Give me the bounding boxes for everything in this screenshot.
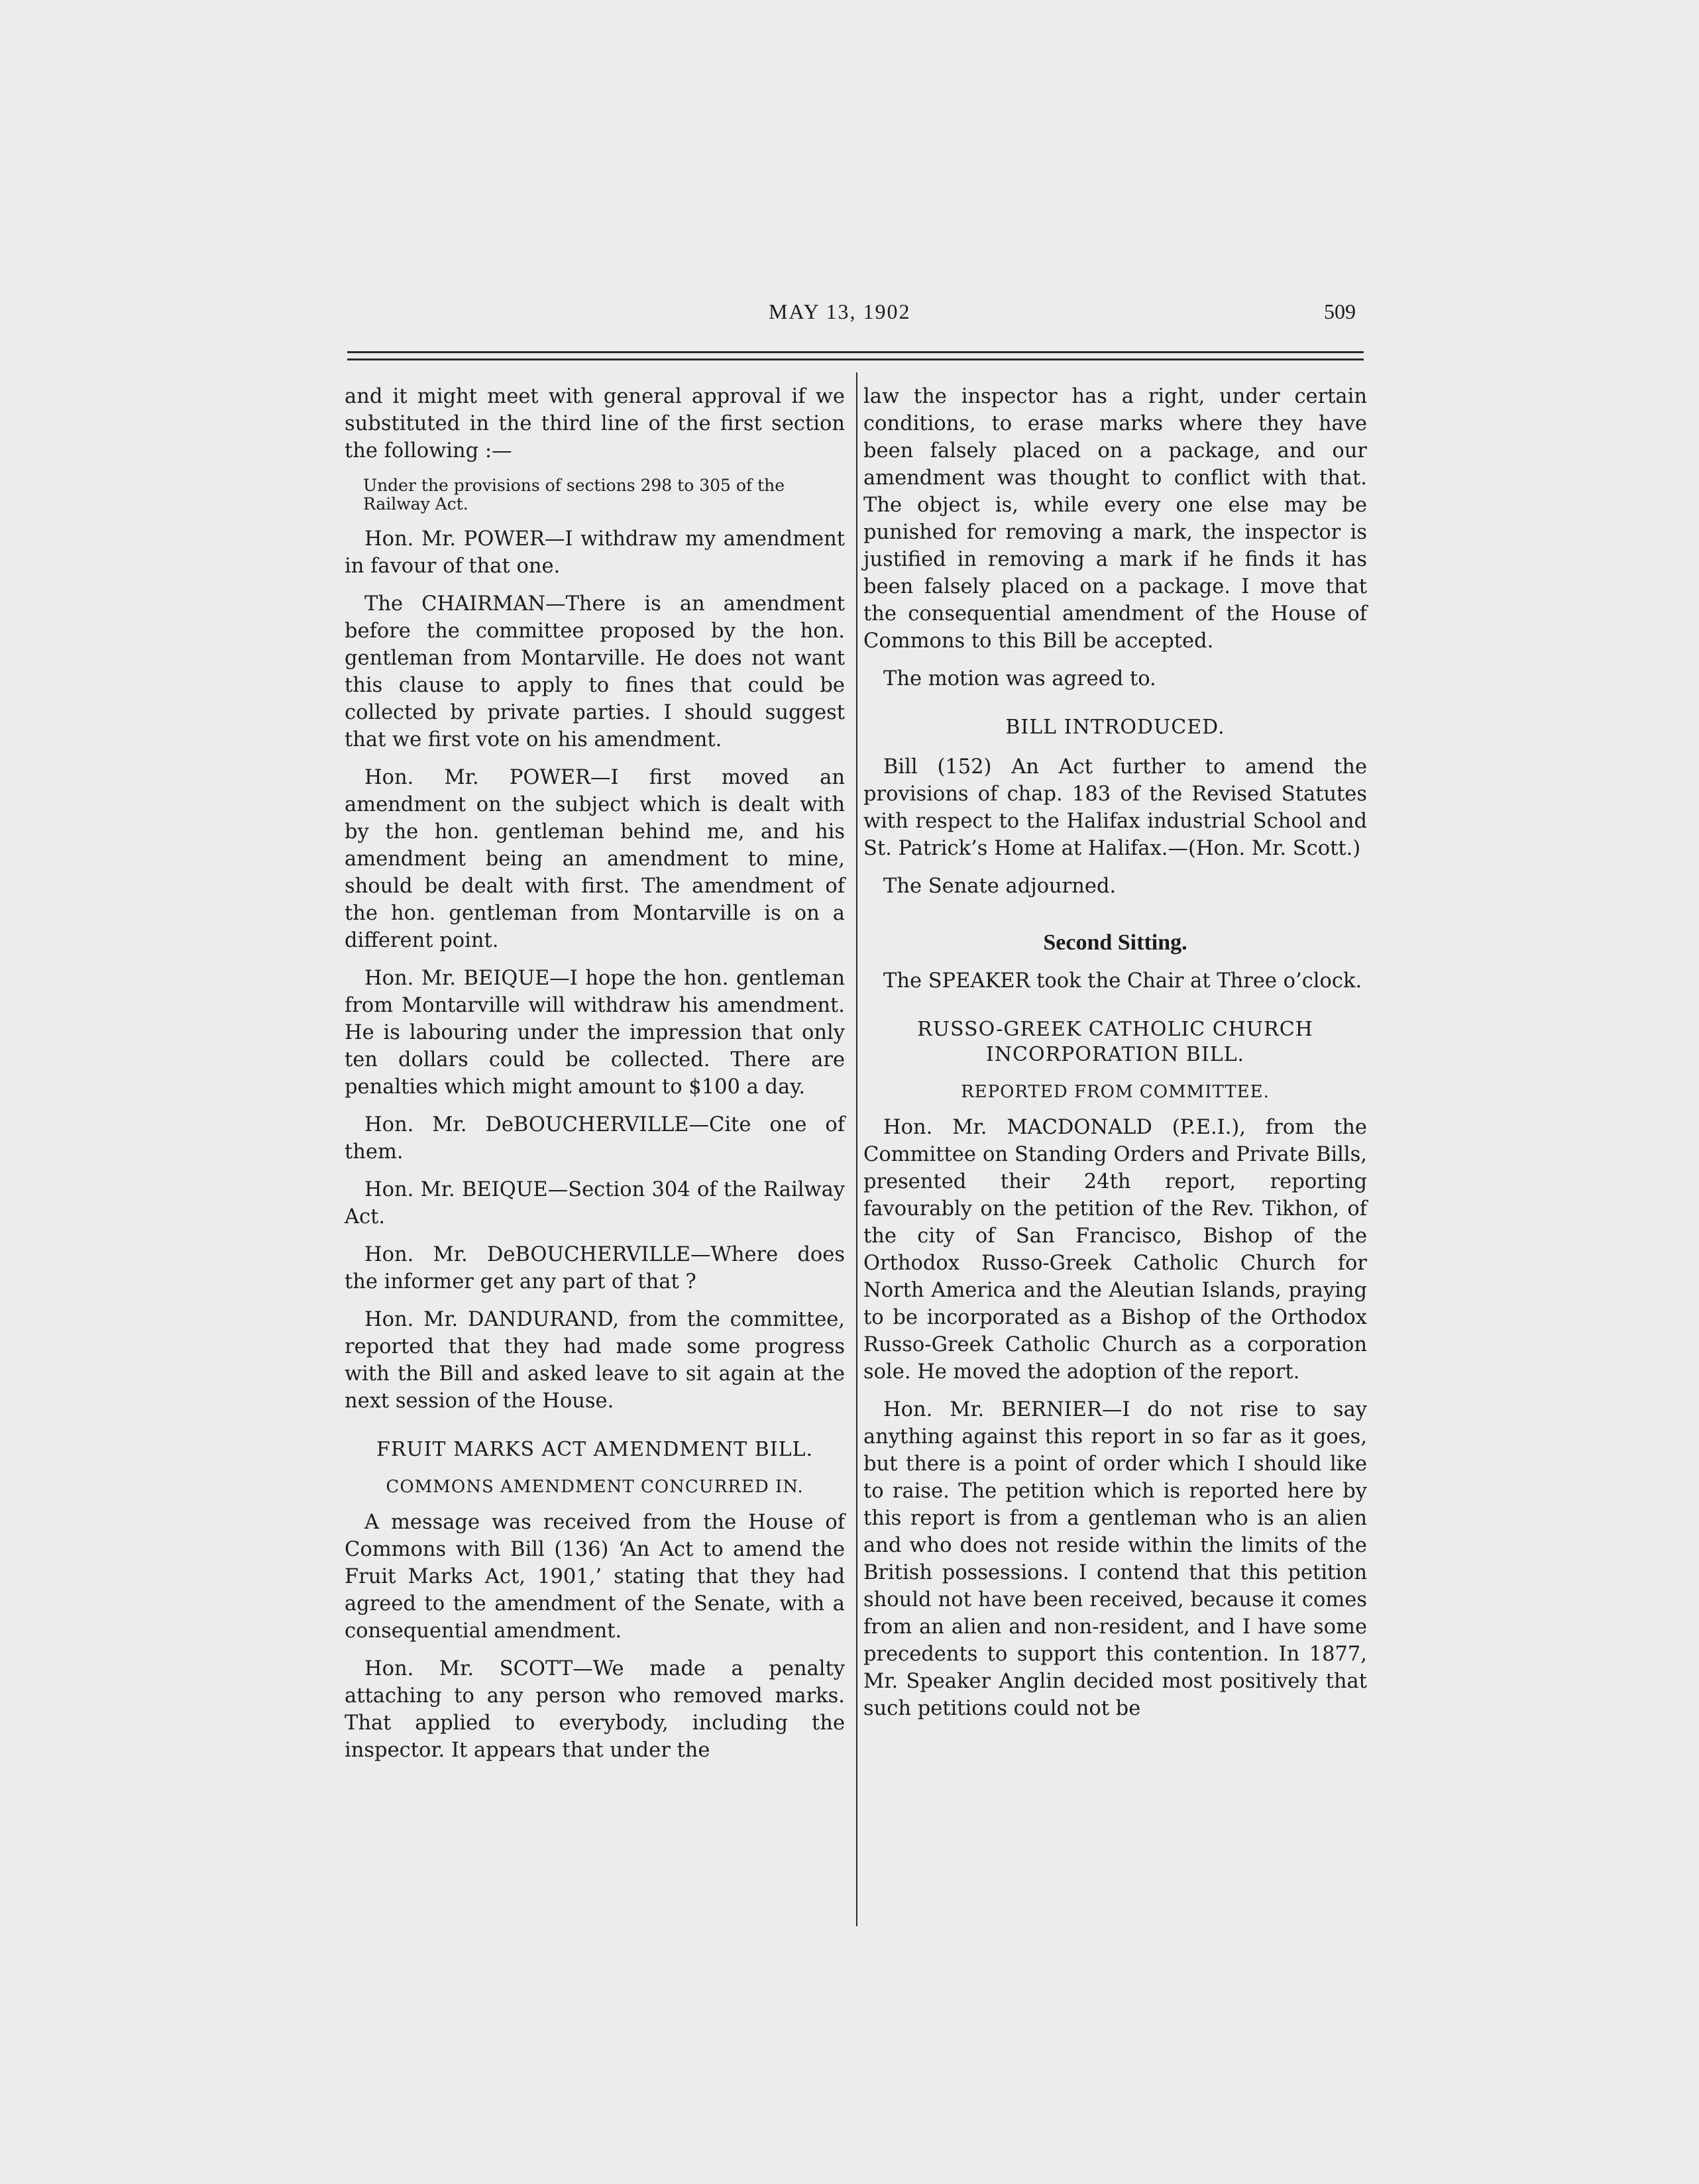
paragraph: Hon. Mr. BEIQUE—I hope the hon. gentleman from Montarville will withdraw his amendment. He is labouring under the impression that only ten dollars could be collected. There are penalties which might amount to $100 a day. [345,967,845,1099]
sitting-heading: Second Sitting. [1043,930,1187,955]
paragraph: A message was received from the House of Commons with Bill (136) ‘An Act to amend the Fruit Marks Act, 1901,’ stating that they had agreed to the amendment of the Senate, with a consequential amendment. [345,1511,845,1643]
section-heading-bill-introduced: BILL INTRODUCED. [1005,716,1225,739]
paragraph: Hon. Mr. DeBOUCHERVILLE—Cite one of them. [345,1113,845,1164]
paragraph: The motion was agreed to. [883,667,1156,690]
paragraph: Hon. Mr. MACDONALD (P.E.I.), from the Committee on Standing Orders and Private Bills, presented their 24th report, reporting favourably on the petition of the Rev. Tikhon, of the city of San Francisco, Bishop of the Orthodox Russo-Greek Catholic Church for North America and the Aleutian Islands, praying to be incorporated as a Bishop of the Orthodox Russo-Greek Catholic Church as a corporation sole. He moved the adoption of the report. [863,1116,1367,1384]
paragraph: The CHAIRMAN—There is an amendment before the committee proposed by the hon. gentleman from Montarville. He does not want this clause to apply to fines that could be collected by private parties. I should suggest that we first vote on his amendment. [345,592,845,751]
paragraph: Hon. Mr. POWER—I withdraw my amendment in favour of that one. [345,527,845,578]
paragraph: The SPEAKER took the Chair at Three o’clock. [883,969,1362,993]
header-rule-top [347,351,1364,353]
running-head: MAY 13, 1902 [769,300,911,323]
paragraph: Hon. Mr. DANDURAND, from the committee, reported that they had made some progress with the Bill and asked leave to sit again at the next session of the House. [345,1308,845,1413]
column-divider [856,372,857,1926]
header-rule-bottom [347,358,1364,360]
left-column [345,383,845,1774]
paragraph: Hon. Mr. BEIQUE—Section 304 of the Railway Act. [345,1178,845,1228]
paragraph: Hon. Mr. DeBOUCHERVILLE—Where does the informer get any part of that ? [345,1243,845,1293]
section-heading-russo-greek: RUSSO-GREEK CATHOLIC CHURCH INCORPORATION BILL. [917,1018,1313,1066]
section-heading-fruit-marks: FRUIT MARKS ACT AMENDMENT BILL. [376,1438,813,1461]
paragraph: and it might meet with general approval if we substituted in the third line of the first section the following :— [345,385,845,463]
paragraph: law the inspector has a right, under certain conditions, to erase marks where they have been falsely placed on a package, and our amendment was thought to conflict with that. The object is, while every one else may be punished for removing a mark, the inspector is justified in removing a mark if he finds it has been falsely placed on a package. I move that the consequential amendment of the House of Commons to this Bill be accepted. [863,385,1367,653]
page-header [0,300,1699,333]
right-column [863,383,1367,1733]
quoted-provision: Under the provisions of sections 298 to 305 of the Railway Act. [363,476,785,514]
paragraph: Hon. Mr. BERNIER—I do not rise to say anything against this report in so far as it goes, but there is a point of order which I should like to raise. The petition which is reported here by this report is from a gentleman who is an alien and who does not reside within the limits of the British possessions. I contend that this petition should not have been received, because it comes from an alien and non-resident, and I have some precedents to support this contention. In 1877, Mr. Speaker Anglin decided most positively that such petitions could not be [863,1398,1367,1720]
subheading-reported-from-committee: REPORTED FROM COMMITTEE. [961,1082,1270,1102]
paragraph: Bill (152) An Act further to amend the provisions of chap. 183 of the Revised Statutes with respect to the Halifax industrial School and St. Patrick’s Home at Halifax.—(Hon. Mr. Scott.) [863,755,1367,860]
paragraph: Hon. Mr. POWER—I first moved an amendment on the subject which is dealt with by the hon. gentleman behind me, and his amendment being an amendment to mine, should be dealt with first. The amendment of the hon. gentleman from Montarville is on a different point. [345,766,845,952]
paragraph: Hon. Mr. SCOTT—We made a penalty attaching to any person who removed marks. That applied to everybody, including the inspector. It appears that under the [345,1657,845,1762]
page-number: 509 [1324,300,1356,323]
paragraph: The Senate adjourned. [883,875,1117,898]
subheading-commons-amendment: COMMONS AMENDMENT CONCURRED IN. [386,1477,804,1497]
